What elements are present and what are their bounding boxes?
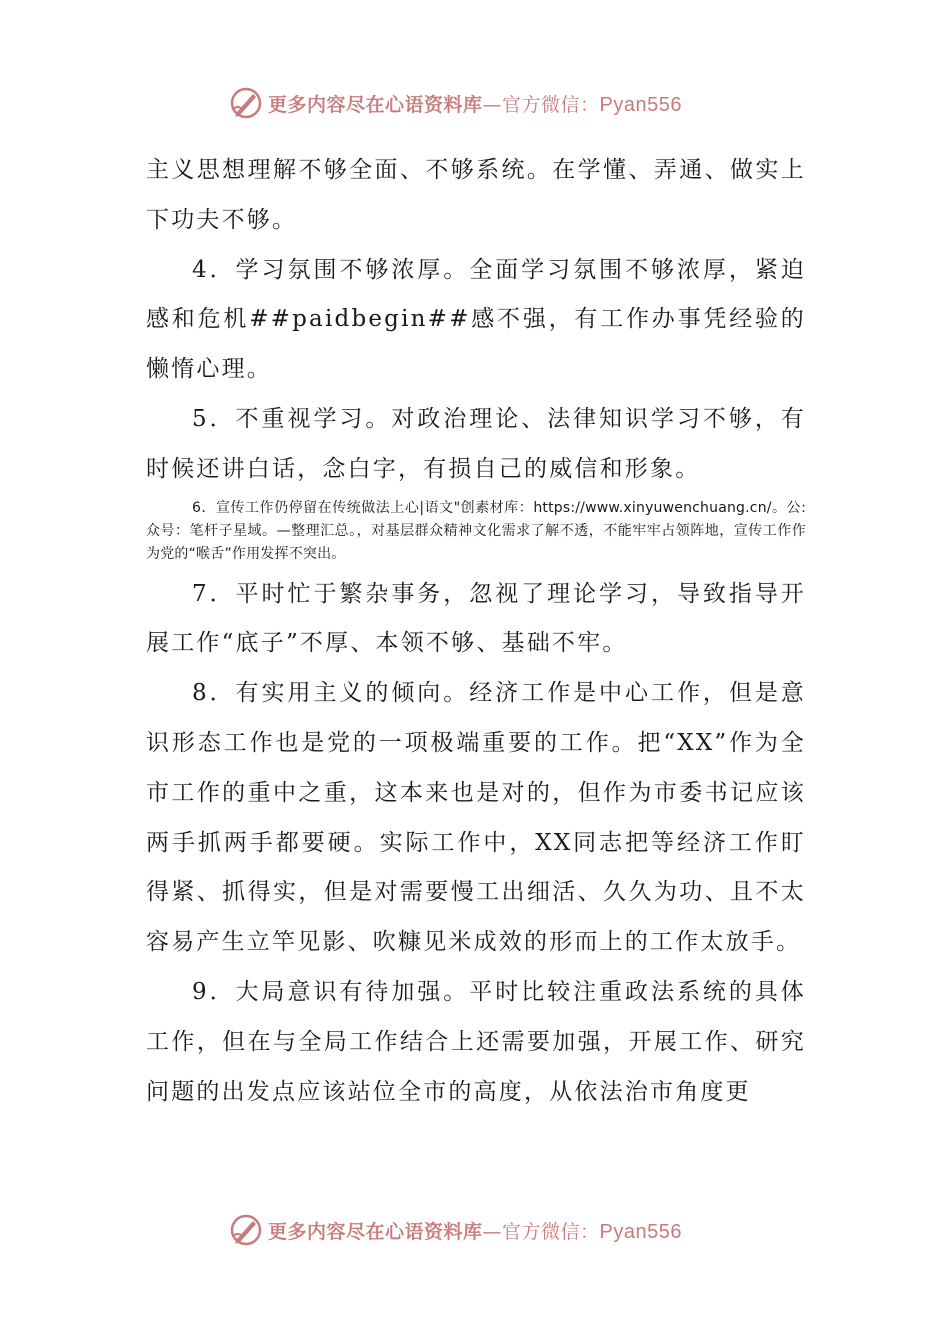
site-name: 更多内容尽在心语资料库: [268, 1220, 483, 1243]
wechat-id: Pyan556: [599, 93, 682, 116]
wechat-label: 官方微信：: [502, 1220, 600, 1243]
paragraph-item-9: 9．大局意识有待加强。平时比较注重政法系统的具体工作，但在与全局工作结合上还需要加强，开展工作、研究问题的出发点应该站位全市的高度，从依法治市角度更: [146, 978, 806, 1105]
banner-separator: —: [482, 1220, 503, 1243]
paragraph-item-7: 7．平时忙于繁杂事务，忽视了理论学习，导致指导开展工作“底子”不厚、本领不够、基础不牢。: [146, 580, 806, 657]
document-body: [146, 146, 806, 1117]
banner-separator: —: [482, 93, 503, 116]
banner-text: [268, 1217, 682, 1244]
wechat-label: 官方微信：: [502, 93, 600, 116]
site-name: 更多内容尽在心语资料库: [268, 93, 483, 116]
paragraph-continuation: 主义思想理解不够全面、不够系统。在学懂、弄通、做实上下功夫不够。: [146, 157, 806, 233]
footer-banner: [228, 1210, 682, 1250]
pen-logo-icon: [228, 85, 264, 121]
header-banner: [228, 83, 682, 123]
banner-text: [268, 90, 682, 117]
wechat-id: Pyan556: [599, 1220, 682, 1243]
paragraph-item-8: 8．有实用主义的倾向。经济工作是中心工作，但是意识形态工作也是党的一项极端重要的工作。把“XX”作为全市工作的重中之重，这本来也是对的，但作为市委书记应该两手抓两手都要硬。实际工作中，XX同志把等经济工作盯得紧、抓得实，但是对需要慢工出细活、久久为功、且不太容易产生立竿见影、吹糠见米成效的形而上的工作太放手。: [146, 680, 806, 956]
paragraph-item-4: 4．学习氛围不够浓厚。全面学习氛围不够浓厚，紧迫感和危机##paidbegin##感不强，有工作办事凭经验的懒惰心理。: [146, 256, 806, 383]
pen-logo-icon: [228, 1212, 264, 1248]
paragraph-item-5: 5．不重视学习。对政治理论、法律知识学习不够，有时候还讲白话，念白字，有损自己的威信和形象。: [146, 405, 806, 482]
paragraph-item-6: 6．宣传工作仍停留在传统做法上心|语文"创素材库：https://www.xinyuwenchuang.cn/。公:众号：笔杆子星域。—整理汇总。，对基层群众精神文化需求了解不透，不能牢牢占领阵地，宣传工作作为党的“喉舌”作用发挥不突出。: [146, 499, 806, 562]
